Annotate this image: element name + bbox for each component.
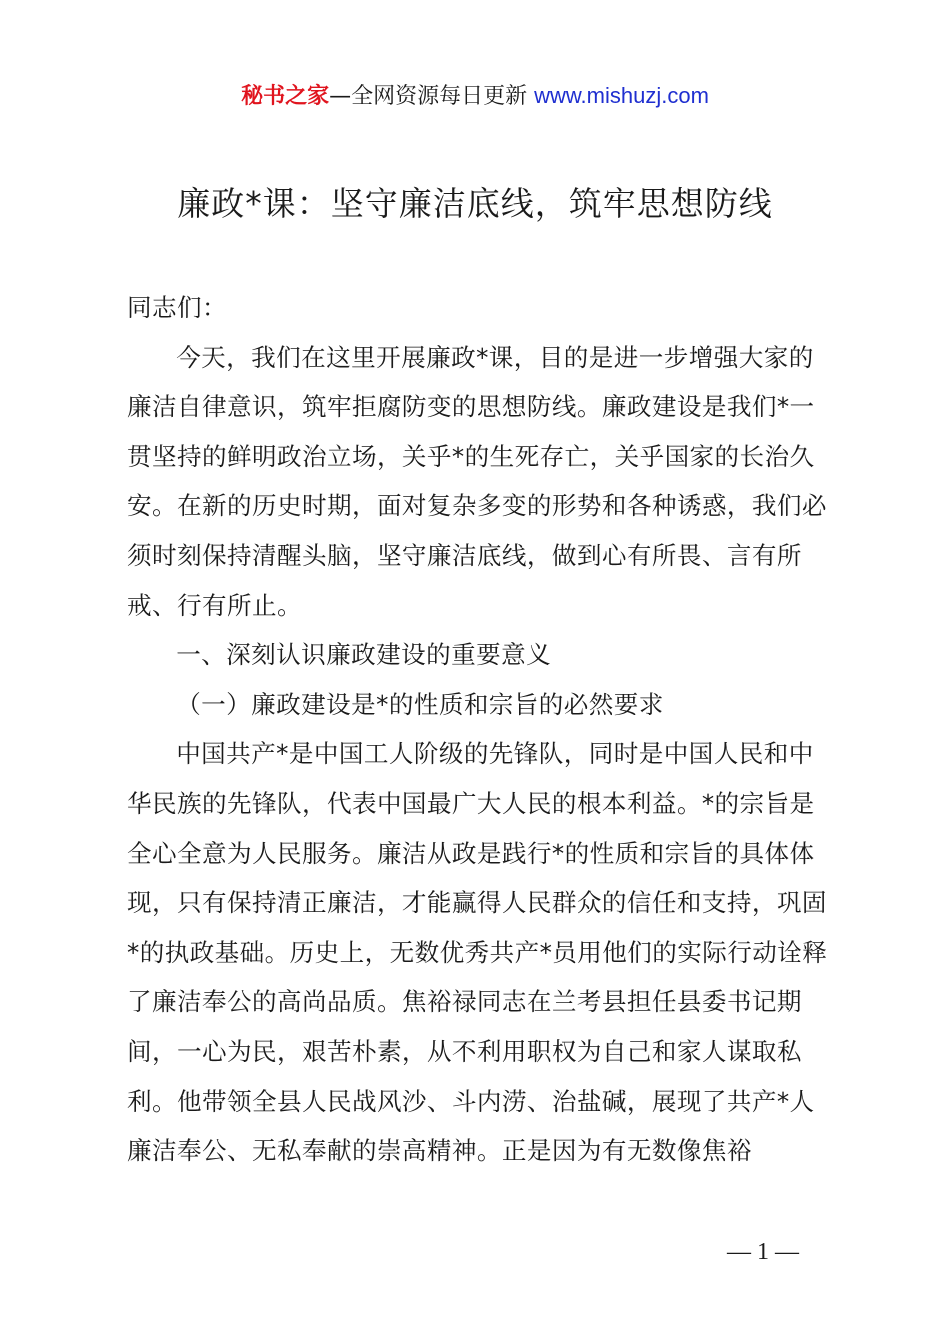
body-paragraph: 今天，我们在这里开展廉政*课，目的是进一步增强大家的廉洁自律意识，筑牢拒腐防变的思想防线。廉政建设是我们*一贯坚持的鲜明政治立场，关乎*的生死存亡，关乎国家的长治久安。在新的历史时期，面对复杂多变的形势和各种诱惑，我们必须时刻保持清醒头脑，坚守廉洁底线，做到心有所畏、言有所戒、行有所止。 [127, 342, 827, 620]
brand-name: 秘书之家 [241, 84, 330, 109]
section-heading: 一、深刻认识廉政建设的重要意义 [176, 640, 552, 670]
header-tagline: —全网资源每日更新 [329, 84, 535, 109]
body-paragraph: 中国共产*是中国工人阶级的先锋队，同时是中国人民和中华民族的先锋队，代表中国最广大人民的根本利益。*的宗旨是全心全意为人民服务。廉洁从政是践行*的性质和宗旨的具体体现，只有保持清正廉洁，才能赢得人民群众的信任和支持，巩固*的执政基础。历史上，无数优秀共产*员用他们的实际行动诠释了廉洁奉公的高尚品质。焦裕禄同志在兰考县担任县委书记期间，一心为民，艰苦朴素，从不利用职权为自己和家人谋取私利。他带领全县人民战风沙、斗内涝、治盐碱，展现了共产*人廉洁奉公、无私奉献的崇高精神。正是因为有无数像焦裕 [127, 739, 828, 1166]
document-title: 廉政*课：坚守廉洁底线，筑牢思想防线 [177, 184, 773, 223]
salutation: 同志们： [127, 293, 227, 322]
site-url-link[interactable]: www.mishuzj.com [534, 83, 709, 108]
subsection-heading: （一）廉政建设是*的性质和宗旨的必然要求 [176, 689, 664, 719]
page-number: — 1 — [727, 1239, 799, 1265]
site-header [0, 80, 950, 113]
document-body [127, 283, 833, 1176]
